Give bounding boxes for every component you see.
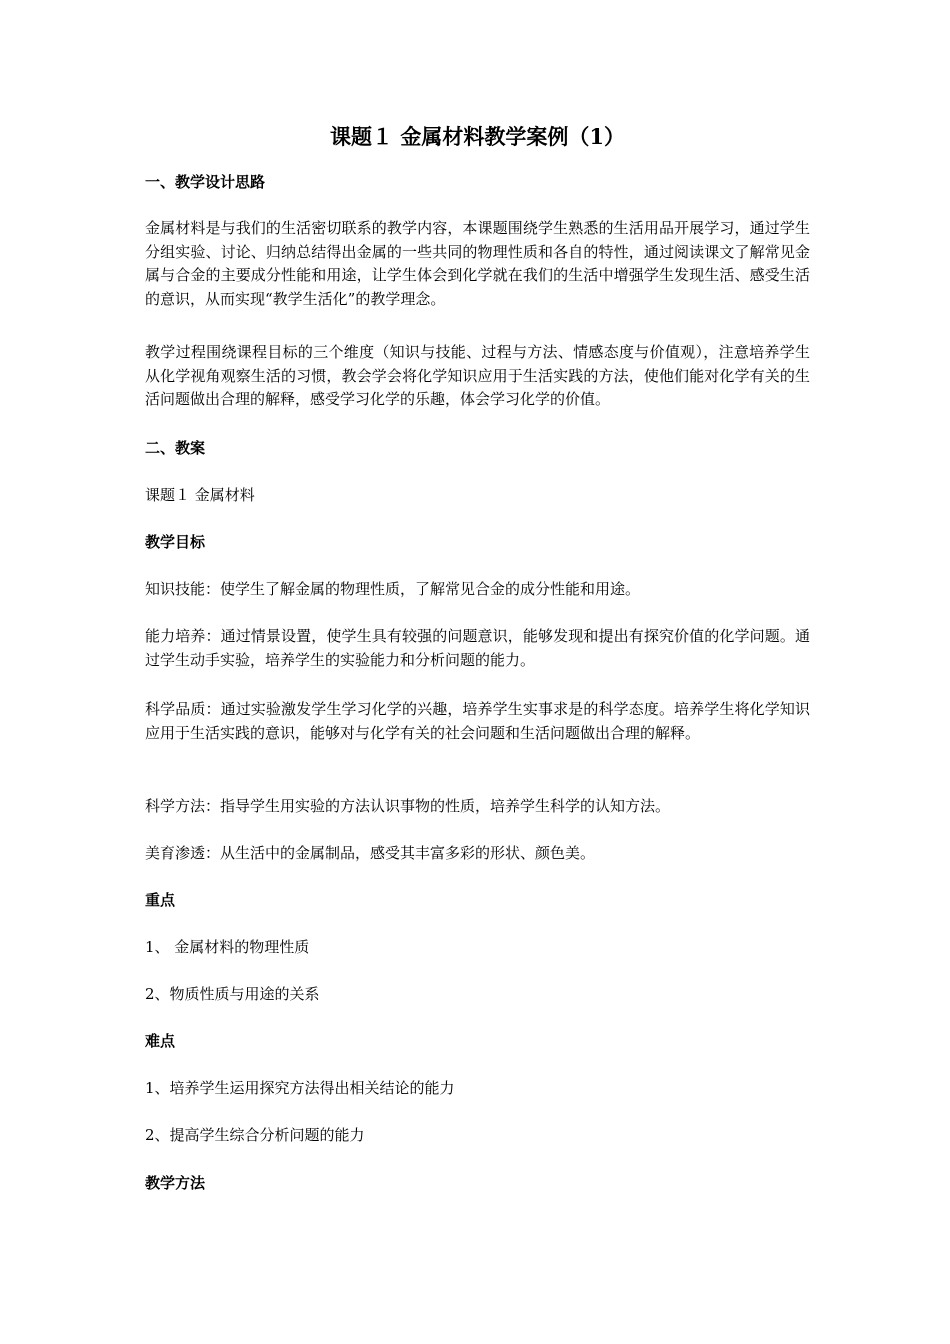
goal-knowledge: 知识技能：使学生了解金属的物理性质，了解常见合金的成分性能和用途。	[145, 580, 641, 598]
key-point-item: 1、 金属材料的物理性质	[145, 938, 310, 956]
lesson-title: 课题１ 金属材料	[145, 486, 255, 504]
goal-aesthetic: 美育渗透：从生活中的金属制品，感受其丰富多彩的形状、颜色美。	[145, 844, 596, 862]
key-heading: 重点	[145, 891, 176, 909]
section2-heading: 二、教案	[145, 439, 206, 457]
goal-ability: 能力培养：通过情景设置，使学生具有较强的问题意识，能够发现和提出有探究价值的化学问题。通过学生动手实验，培养学生的实验能力和分析问题的能力。	[145, 627, 810, 669]
design-idea-paragraph-1: 金属材料是与我们的生活密切联系的教学内容，本课题围绕学生熟悉的生活用品开展学习，通过学生分组实验、讨论、归纳总结得出金属的一些共同的物理性质和各自的特性，通过阅读课文了解常见金属与合金的主要成分性能和用途，让学生体会到化学就在我们的生活中增强学生发现生活、感受生活的意识，从而实现“教学生活化”的教学理念。	[145, 219, 810, 308]
difficult-point-item: 2、提高学生综合分析问题的能力	[145, 1126, 365, 1144]
methods-heading: 教学方法	[145, 1174, 206, 1192]
document-title: 课题１ 金属材料教学案例（1）	[330, 124, 625, 149]
design-idea-paragraph-2: 教学过程围绕课程目标的三个维度（知识与技能、过程与方法、情感态度与价值观），注意培养学生从化学视角观察生活的习惯，教会学会将化学知识应用于生活实践的方法，使他们能对化学有关的生活问题做出合理的解释，感受学习化学的乐趣，体会学习化学的价值。	[145, 343, 810, 408]
difficult-heading: 难点	[145, 1032, 176, 1050]
key-point-item: 2、物质性质与用途的关系	[145, 985, 320, 1003]
goals-heading: 教学目标	[145, 533, 206, 551]
difficult-point-item: 1、培养学生运用探究方法得出相关结论的能力	[145, 1079, 455, 1097]
section1-heading: 一、教学设计思路	[145, 173, 266, 191]
goal-method: 科学方法：指导学生用实验的方法认识事物的性质，培养学生科学的认知方法。	[145, 797, 671, 815]
goal-quality: 科学品质：通过实验激发学生学习化学的兴趣，培养学生实事求是的科学态度。培养学生将化学知识应用于生活实践的意识，能够对与化学有关的社会问题和生活问题做出合理的解释。	[145, 700, 810, 742]
